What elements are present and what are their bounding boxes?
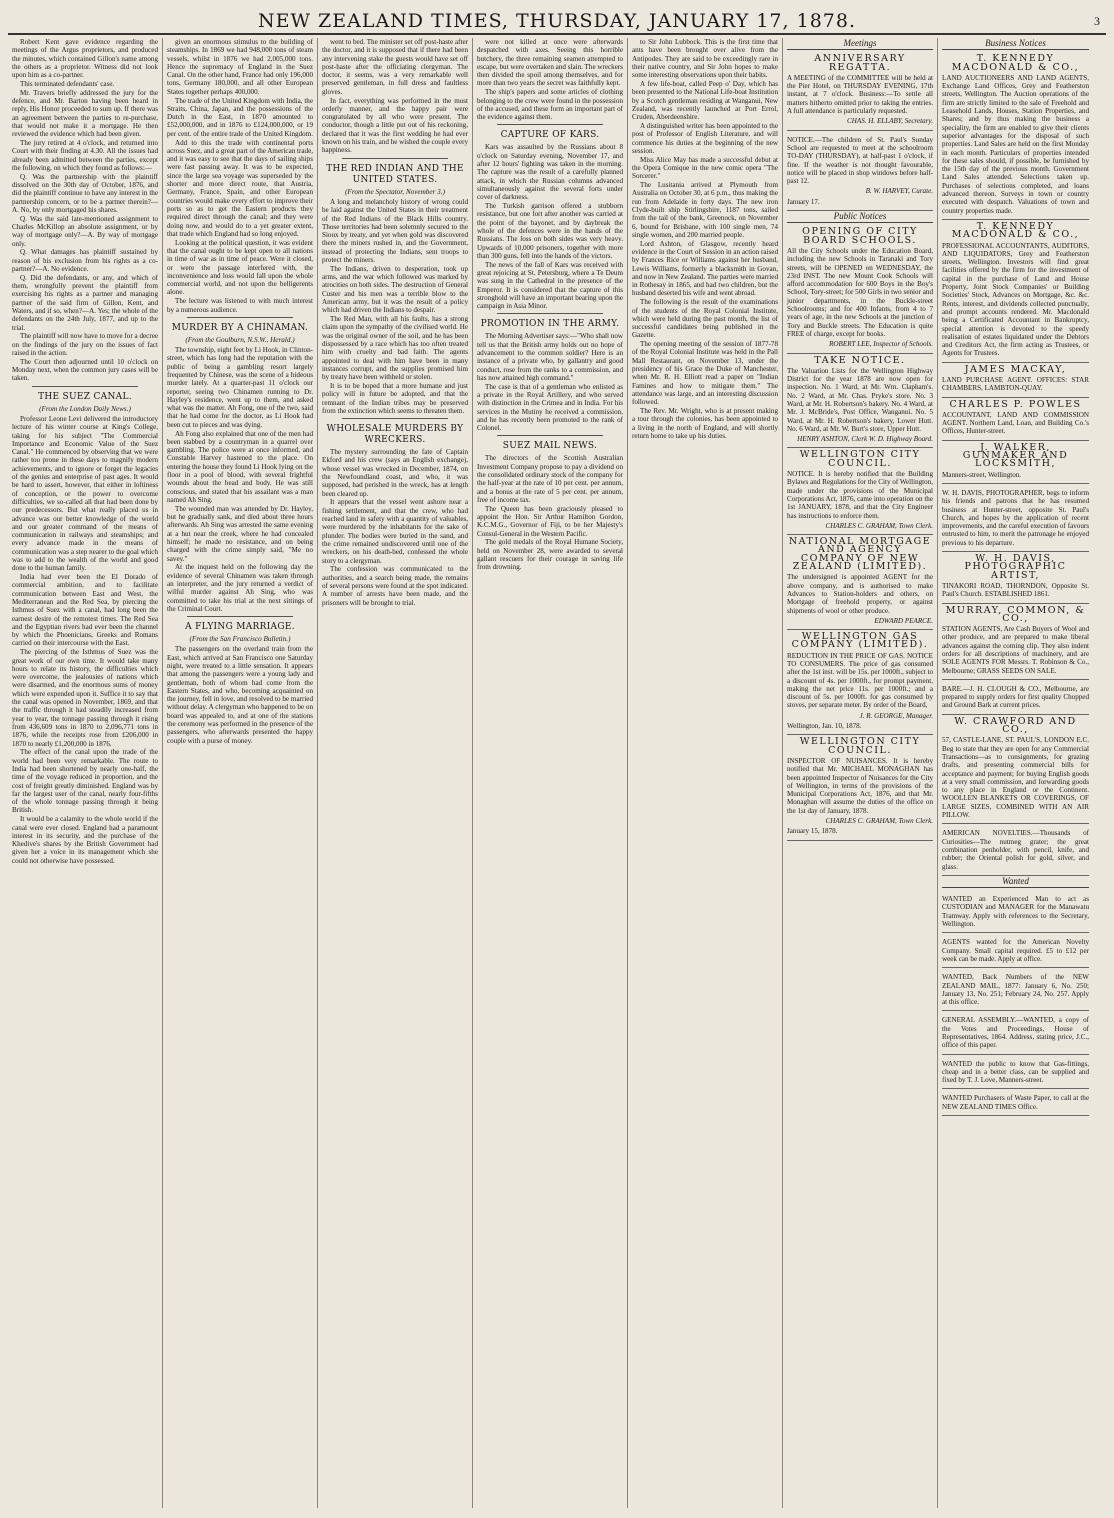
advert-heading: OPENING OF CITY BOARD SCHOOLS. [802,226,918,246]
source-line: (From the Spectator, November 3.) [345,187,445,196]
paragraph: Kars was assaulted by the Russians about 8 o'clock on Saturday evening, November 17, and after 12 hours' fighting was taken in the morning. The capture was the result of a carefully planned attack, in which the Russian columns advanced simultaneously against the several forts under cover of darkness. [477,143,623,202]
advert-body: AMERICAN NOVELTIES.—Thousands of Curiosities—The nutmeg grater; the great combination penholder, with pencil, knife, and rubber; the Oriental polish for gold, silver, and glass. [942,829,1089,871]
paragraph: The plaintiff will now have to move for a decree on the findings of the jury on the issues of fact raised in the action. [12,332,158,357]
paragraph: Q. Was the said late-mentioned assignment to Charles McKillop an absolute assignment, or by way of mortgage only?—A. By way of mortgage only. [12,214,158,248]
masthead-rule [8,33,1106,35]
paragraph: The Red Man, with all his faults, has a strong claim upon the sympathy of the civilised world. He was the original owner of the soil, and he has been dispossessed by a race which has too often treated him with cruelty and bad faith. The agents appointed to deal with him have been in many instances corrupt, and the supplies promised him by treaty have been withheld or stolen. [322,315,468,382]
advert-clough-bark [942,680,1089,715]
paragraph: The confession was communicated to the authorities, and a search being made, the remains of several persons were found at the spot indicated. A number of arrests have been made, and the prisoners will be brought to trial. [322,565,468,607]
paragraph: given an enormous stimulus to the building of steamships. In 1869 we had 948,000 tons of steam vessels, whilst in 1876 we had 2,005,000 tons. Hence the supremacy of England in the Suez Canal. On the other hand, France had only 196,000 tons, Germany 180,000, and all other European States together perhaps 400,000. [167,38,313,96]
advert-body: TINAKORI ROAD, THORNDON, Opposite St. Paul's Church. ESTABLISHED 1861. [942,581,1089,599]
section-heading-public-notices: Public Notices [787,211,933,223]
paragraph: Robert Kent gave evidence regarding the meetings of the Argus proprietors, and produced the minutes, which contained Gillon's name among the others as a proprietor. Witness did not look upon him as a co-partner. [12,38,158,80]
source-line: (From the San Francisco Bulletin.) [189,635,291,644]
advert-body: ACCOUNTANT, LAND AND COMMISSION AGENT. Northern Land, Loan, and Building Co.'s Offices, Hunter-street. [942,410,1089,436]
advert-body: PROFESSIONAL ACCOUNTANTS, AUDITORS, AND LIQUIDATORS, Grey and Featherston streets, Wellington. Investors will find great facilities offered by the firm for the investment of capital in the purchase of Land and House Property, Joint Stock Companies' or Building Societies' Stock, Advances on Mortgage, &c. &c. Rents, interest, and dividends collected punctually, and prompt accounts rendered. Mr. Macdonald being a Certificated Accountant in Bankruptcy, special attention is devoted to the speedy realisation of estates liquidated under the Debtors and Creditors Act, the firm acting as Trustees, or Agents for Trustees. [942,241,1089,358]
advert-signature: B. W. HARVEY, Curate. [865,187,933,196]
advert-body: INSPECTOR OF NUISANCES. It is hereby notified that Mr. MICHAEL MONAGHAN has been appointed Inspector of Nuisances for the City of Wellington, in terms of the provisions of the Municipal Corporations Act, 1876, and that Mr. Monaghan will assume the duties of the office on the 1st day of January, 1878. [787,756,933,815]
page-number: 3 [1094,14,1100,28]
advert-date: Wellington, Jan. 10, 1878. [787,722,862,731]
paragraph: The Lusitania arrived at Plymouth from Australia on October 30, at 6 p.m., thus making the run from Adelaide in forty days. The new iron Clyde-built ship Stirlingshire, 1187 tons, sailed from the tail of the bank, Greenock, on November 6, bound for Brisbane, with 100 single men, 74 single women, and 200 married people. [632,181,778,239]
paragraph: The directors of the Scottish Australian Investment Company propose to pay a dividend on the consolidated ordinary stock of the company for the half-year at the rate of 10 per cent. per annum, and a bonus at the rate of 5 per cent. per annum, free of income tax. [477,454,623,504]
advert-signature: EDWARD PEARCE. [874,616,933,625]
advert-body: Manners-street, Wellington. [942,470,1022,479]
advert-body: 57, CASTLE-LANE, ST. PAUL'S, LONDON E.C. Beg to state that they are open for any Commercial Transactions—as to consignments, for grazing drafts, and presenting commercial bills for acceptance and payment; for buying English goods at a very small commission, and forwarding goods to any place in England or the Continent. WOOLLEN BLANKETS OR COVERINGS, OF LARGE SIZES, COMBINED WITH AN AIR PILLOW. [942,736,1089,820]
advert-body: WANTED an Experienced Man to act as CUSTODIAN and MANAGER for the Manawatu Tramway. Apply with references to the Secretary, Wellington. [942,895,1089,929]
paragraph: The Morning Advertiser says:—"Who shall now tell us that the British army holds out no hope of advancement to the common soldier? Here is an instance of a private who, by gallantry and good conduct, rose from the ranks to a commission, and has now attained high command." [477,332,623,382]
advert-heading: T. KENNEDY MACDONALD & CO., [951,220,1080,241]
paragraph: India had ever been the El Dorado of commercial ambition, and to facilitate communication between East and West, the Mediterranean and the Red Sea, by piercing the Isthmus of Suez with a canal, had long been the earnest desire of the remotest times. The Red Sea and the Egyptian rivers had ever been the channel by which the Phoenicians, Greeks and Romans carried on their intercourse with the East. [12,573,158,648]
advert-heading: NATIONAL MORTGAGE AND AGENCY COMPANY OF NEW ZEALAND (LIMITED). [788,536,932,573]
paragraph: The effect of the canal upon the trade of the world had been very remarkable. The route to India had been shortened by nearly one-half, the time of the voyage reduced in proportion, and the cost of freight greatly diminished. England was by far the largest user of the canal, nearly four-fifths of the whole tonnage passing through it being British. [12,748,158,815]
paragraph: The case is that of a gentleman who enlisted as a private in the Royal Artillery, and who served with distinction in the Crimea and in India. For his services in the Mutiny he received a commission, and he has recently been promoted to the rank of Colonel. [477,382,623,433]
paragraph: Mr. Travers briefly addressed the jury for the defence, and Mr. Barton having been heard in reply, His Honor proceeded to sum up. If there was an agreement between the parties to re-purchase, that would not make it a mortgage. He then reviewed the evidence which had been given. [12,88,158,139]
paragraph: The mystery surrounding the fate of Captain Ekford and his crew (says an English exchange), whose vessel was wrecked in December, 1874, on the Newfoundland coast, and who, it was supposed, had perished in the wreck, has at length been cleared up. [322,448,468,498]
advert-date: January 17. [787,197,820,206]
advert-body: The undersigned is appointed AGENT for the above company, and is authorised to make Advances to Station-holders and others, on Mortgage of freehold property, or against shipments of wool or other produce. [787,573,933,615]
column-3 [318,38,473,1508]
headline-suez-mail-news: SUEZ MAIL NEWS. [502,441,598,452]
advert-heading: ANNIVERSARY REGATTA. [814,53,906,73]
paragraph: This terminated defendants' case. [20,79,115,88]
paragraph: Looking at the political question, it was evident that the canal ought to be kept open to all nations in time of war as in time of peace. Were it closed, or were the passage interfered with, the inconvenience and loss would fall upon the whole commercial world, and not upon the belligerents alone. [167,238,313,297]
headline-murder-by-chinaman: MURDER BY A CHINAMAN. [171,322,309,333]
paragraph: Q. What damages has plaintiff sustained by reason of his exclusion from his rights as a co-partner?—A. No evidence. [12,248,158,274]
paragraph: A few life-boat, called Peep o' Day, which has been presented to the National Life-boat Institution by a Scotch gentleman residing at Wanganui, New Zealand, was recently launched at Port Errol, Cruden, Aberdeenshire. [632,79,778,122]
advert-kennedy-macdonald-land [942,52,1089,220]
advert-body: A MEETING of the COMMITTEE will be held at the Pier Hotel, on THURSDAY EVENING, 17th instant, at 7 o'clock. Business:—To settle all matters hitherto omitted prior to taking the entries. A full attendance is particularly requested. [787,73,933,116]
paragraph: It is to be hoped that a more humane and just policy will in future be adopted, and that the remnant of the Indian tribes may be preserved from the extinction which seems to threaten them. [322,381,468,415]
advert-body: NOTICE.—The children of St. Paul's Sunday School are requested to meet at the schoolroom TO-DAY (THURSDAY), at half-past 1 o'clock, if fine. If the weather is not thought favourable, notice will be placed in shop windows before half-past 12. [787,135,933,186]
advert-body: BARE.—J. H. CLOUGH & CO., Melbourne, are prepared to supply orders for first quality Chopped and Ground Bark at current prices. [942,684,1089,710]
advert-signature: HENRY ASHTON, Clerk W. D. Highway Board. [797,435,933,444]
advert-wanted-gas-fittings [942,1055,1089,1090]
advert-wanted-custodian [942,890,1089,933]
paragraph: The Indians, driven to desperation, took up arms, and the war which followed was marked by atrocities on both sides. The destruction of General Custer and his men was a terrible blow to the American army, but it was the result of a policy which had driven the Indians to despair. [322,264,468,315]
paragraph: A long and melancholy history of wrong could be laid against the United States in their treatment of the Red Indians of the Black Hills country. Those territories had been solemnly secured to the Sioux by treaty, and yet when gold was discovered there the miners rushed in, and the Government, instead of protecting the Indians, sent troops to protect the miners. [322,197,468,265]
advert-body: WANTED, Back Numbers of the NEW ZEALAND MAIL, 1877: January 6, No. 250; January 13, No. 251; February 24, No. 257. Apply at this office. [942,973,1089,1007]
advert-heading: W. CRAWFORD AND CO., [954,715,1077,736]
advert-signature: CHARLES C. GRAHAM, Town Clerk. [825,817,933,826]
paragraph: went to bed. The minister set off post-haste after the doctor, and it is supposed that if there had been any intervening stake the guests would have set off post-haste after the officiating clergyman. The doctor, it seems, was a very remarkable well preserved gentleman, in full dress and faultless gloves. [322,38,468,96]
advert-national-mortgage [787,535,933,630]
advert-agents-wanted [942,933,1089,968]
headline-wholesale-murders: WHOLESALE MURDERS BY WRECKERS. [326,424,464,446]
divider [187,616,293,617]
paragraph: The Court then adjourned until 10 o'clock on Monday next, when the common jury cases will be taken. [12,357,158,383]
paragraph: The opening meeting of the session of 1877-78 of the Royal Colonial Institute was held in the Pall Mall Restaurant, on November 13, under the presidency of his Grace the Duke of Manchester, when Mr. R. H. Elliott read a paper on "Indian Famines and how to mitigate them." The attendance was large, and an interesting discussion followed. [632,340,778,407]
paragraph: In fact, everything was performed in the most orderly manner, and the happy pair were congratulated by all who were present. The conductor, though a little put out of his reckoning, declared that it was the first wedding he had ever known on his train, and he wished the couple every happiness. [322,96,468,155]
advert-heading: WELLINGTON GAS COMPANY (LIMITED). [791,631,929,651]
divider [342,418,448,419]
source-line: (From the Goulburn, N.S.W., Herald.) [185,335,295,344]
divider [32,386,138,387]
paragraph: The wounded man was attended by Dr. Hayley, but he gradually sank, and died about three hours afterwards. Ah Sing was arrested the same evening at a hut near the creek, where he had concealed himself; he made no resistance, and on being charged with the crime simply said, "Me no savey." [167,504,313,563]
advert-heading: CHARLES P. POWLES [949,398,1082,410]
paragraph: It would be a calamity to the whole world if the canal were ever closed. England had a paramount interest in its security, and the purchase of the Khedive's shares by the British Government had given her a voice in its management which she could not otherwise have possessed. [12,815,158,865]
paragraph: Ah Fong also explained that one of the men had been stabbed by a countryman in a quarrel over gambling. The police were at once informed, and Constable Harvey hastened to the place. On entering the house they found Li Hook lying on the floor in a pool of blood, with several frightful wounds about the head and body. He was still conscious, and stated that his assailant was a man named Ah Sing. [167,429,313,504]
advert-signature: J. R. GEORGE, Manager. [859,711,933,720]
paragraph: The ship's papers and some articles of clothing belonging to the crew were found in the possession of the accused, and these form an important part of the evidence against them. [477,88,623,122]
advert-davis-artist [942,552,1089,603]
advert-heading: MURRAY, COMMON, & CO., [945,604,1086,624]
advert-heading: J. WALKER, GUNMAKER AND LOCKSMITH, [962,441,1069,470]
advert-signature: CHAS. H. ELLABY, Secretary. [847,117,933,126]
divider [497,313,603,314]
divider [497,435,603,436]
column-6-notices [783,38,938,1508]
column-2 [163,38,318,1508]
advert-heading: TAKE NOTICE. [814,354,906,366]
advert-body: NOTICE. It is hereby notified that the Building Bylaws and Regulations for the City of Wellington, made under the provisions of the Municipal Corporations Act, 1876, came into operation on the 1st JANUARY, 1878, and that the City Engineer has instructions to enforce them. [787,470,933,520]
paragraph: The lecture was listened to with much interest by a numerous audience. [167,297,313,314]
paragraph: The Rev. Mr. Wright, who is at present making a tour through the colonies, has been appointed to a living in the north of England, and will shortly return home to take up his duties. [632,407,778,440]
paragraph: The jury retired at 4 o'clock, and returned into Court with their finding at 4.30. All the issues had already been admitted between the parties, except the following, on which they found as follows:— [12,139,158,172]
advert-general-assembly [942,1011,1089,1054]
advert-body: LAND AUCTIONEERS AND LAND AGENTS, Exchange Land Offices, Grey and Featherston streets, Wellington. The Auction operations of the firm are strictly limited to the sale of Freehold and Leasehold Lands, Houses, Station Properties, and Shares; and by thus making the business a speciality, the firm are enabled to give their clients superior advantages for the disposal of such properties. Land Sales are held on the first Monday in each month. Particulars of properties intended for these sales should, if possible, be furnished by the 15th day of the previous month. Government Land Sales attended. Selections taken up. Purchases of selections completed, and loans advanced thereon. Surveys in town or country executed with despatch. Valuations of town and country properties made. [942,73,1089,215]
section-heading-business-notices: Business Notices [942,38,1089,50]
paragraph: Add to this the trade with continental ports across Suez, and a great part of the American trade, and it was easy to see that the days of sailing ships were fast passing away. It was to be expected, since the large sea voyage was superseded by the shorter and more direct route, that Austria, Germany, France, Spain, and other European countries would make every effort to improve their ports so as to get the Eastern products they required direct through the canal; and they were doing now, and would do to a yet greater extent, that trade which England had so long enjoyed. [167,138,313,238]
paragraph: Q. Did the defendants, or any, and which of them, wrongfully prevent the plaintiff from exercising his rights as a partner and managing partner of the said firm of Gillon, Kent, and Waters, and if so, when?—A. Yes; the whole of the defendants on the 24th July, 1877, and up to the trial. [12,273,158,332]
advert-body: LAND PURCHASE AGENT. OFFICES: STAR CHAMBERS, LAMBTON-QUAY. [942,375,1089,393]
headline-flying-marriage: A FLYING MARRIAGE. [185,622,295,633]
paragraph: The news of the fall of Kars was received with great rejoicing at St. Petersburg, where a Te Deum was sung in the Cathedral in the presence of the Emperor. It is considered that the capture of this stronghold will have an important bearing upon the campaign in Asia Minor. [477,260,623,311]
paragraph: At the inquest held on the following day the evidence of several Chinamen was taken through an interpreter, and the jury returned a verdict of wilful murder against Ah Sing, who was committed to take his trial at the next sittings of the Criminal Court. [167,563,313,613]
paragraph: The Turkish garrison offered a stubborn resistance, but one fort after another was carried at the point of the bayonet, and by daybreak the whole of the defences were in the hands of the Russians. The loss on both sides was very heavy. Upwards of 10,000 prisoners, together with more than 300 guns, fell into the hands of the victors. [477,202,623,260]
paragraph: The gold medals of the Royal Humane Society, held on November 28, were awarded to several gallant rescuers for their courage in saving life from drowning. [477,538,623,572]
paragraph: The piercing of the Isthmus of Suez was the great work of our own time. It would take many hours to relate its history, the difficulties which were overcome, the jealousies of nations which were disarmed, and the enormous sums of money which were expended upon it. Suffice it to say that the canal was opened in November, 1869, and that the traffic through it had steadily increased from year to year, the tonnage passing through it rising from 436,609 tons in 1870 to 2,096,771 tons in 1876, while the receipts rose from £206,000 in 1870 to nearly £1,200,000 in 1876. [12,648,158,748]
paragraph: A distinguished writer has been appointed to the post of Professor of English Literature, and will commence his duties at the beginning of the new session. [632,121,778,155]
paragraph: The trade of the United Kingdom with India, the Straits, China, Japan, and the possessions of the Dutch in the East, in 1870 amounted to £52,000,000, and in 1876 to £124,000,000, or 19 per cent. of the entire trade of the United Kingdom. [167,96,313,138]
advert-city-council-building [787,448,933,535]
advert-body: AGENTS wanted for the American Novelty Company. Small capital required. £5 to £12 per week can be made. Apply at office. [942,938,1089,963]
divider [497,124,603,125]
source-line: (From the London Daily News.) [39,404,131,413]
advert-wanted-waste-paper [942,1089,1089,1116]
headline-capture-of-kars: CAPTURE OF KARS. [500,130,600,141]
advert-body: All the City Schools under the Education Board, including the new Schools in Taranaki and Tory streets, will be OPENED on WEDNESDAY, the 23rd INST. The new Mount Cook Schools will afford accommodation for 600 Boys in the Boy's School, Tory-street; for 500 Girls in two senior and junior departments, in the Buckle-street Schoolrooms; and for 400 Infants, from 4 to 7 years of age, in the new Schools at the junction of Tory and Buckle streets. The Education is quite FREE of charge, except for books. [787,246,933,338]
advert-body: REDUCTION IN THE PRICE OF GAS. NOTICE TO CONSUMERS. The price of gas consumed after the 1st inst. will be 15s. per 1000ft., subject to a discount of 4s. per 1000ft., for prompt payment, making the net price 11s. per 1000ft.; and a discount of 5s. per 1000ft. for gas consumed by stoves, per separate meter. By order of the Board, [787,651,933,710]
headline-suez-canal: THE SUEZ CANAL. [38,391,132,402]
advert-murray-common [942,604,1089,680]
advert-charles-powles [942,398,1089,441]
advert-take-notice [787,354,933,449]
paragraph: were not killed at once were afterwards despatched with axes. Seeing this horrible butchery, the three remaining seamen attempted to escape, but were overtaken and slain. The wreckers then divided the spoil among themselves, and for more than two years the secret was faithfully kept. [477,38,623,88]
divider [342,158,448,159]
advert-gas-company [787,630,933,735]
column-7-business [938,38,1093,1508]
paragraph: The township, eight feet by Li Hook, in Clinton-street, which has long had the reputation with the public of being a gambling resort largely frequented by Chinese, was the scene of a hideous murder lately. At a quarter-past 11 o'clock our reporter, seeing two Chinamen running to Dr. Hayley's residence, went up to them, and asked what was the matter. Ah Fong, one of the two, said that he had come for the doctor, as Li Hook had been cut to pieces and was dying. [167,346,313,429]
advert-wanted-back-numbers [942,968,1089,1011]
advert-crawford [942,715,1089,825]
paragraph: Professor Leone Levi delivered the introductory lecture of his winter course at King's College, taking for his subject "The Commercial Importance and Economic Value of the Suez Canal." He commenced by observing that we were rather too prone in these days to magnify modern achievements, and to ignore or forget the legacies of the genius and enterprise of past ages. It would be hard to assert, however, that either in loftiness of conception, or the power to overcome difficulties, we so-called all that had been done by our predecessors. But what really placed us in advance was our better knowledge of the world and our greater command of the means of communication in railways and steamships; and every advance made in the means of communication was a step nearer to the goal which was to add to the wealth of the world and good done to the human family. [12,414,158,573]
advert-inspector-of-nuisances [787,735,933,840]
advert-body: WANTED the public to know that Gas-fittings, cheap and in a better class, can be supplied and fixed by T. J. Love, Manners-street. [942,1059,1089,1085]
paragraph: Lord Ashton, of Glasgow, recently heard evidence in the Court of Session in an action raised by Frances Rice or Williams against her husband, Lewis Williams, formerly a blacksmith in Govan, and now in New Zealand. The parties were married in Rothesay in 1865, and had two children, but the husband deserted his wife and went abroad. [632,239,778,298]
column-1 [8,38,163,1508]
paragraph: It appears that the vessel went ashore near a fishing settlement, and that the crew, who had reached land in safety with a quantity of valuables, were murdered by the inhabitants for the sake of plunder. The bodies were buried in the sand, and the crime remained undiscovered until one of the wreckers, on his death-bed, confessed the whole story to a clergyman. [322,498,468,565]
advert-walker-gunmaker [942,441,1089,484]
advert-american-novelties [942,824,1089,875]
masthead [0,0,1114,34]
advert-signature: ROBERT LEE, Inspector of Schools. [829,340,933,349]
paragraph: The following is the result of the examinations of the students of the Royal Colonial Institute, which were held during the past month, the list of successful candidates being published in the Gazette. [632,298,778,340]
advert-heading: WELLINGTON CITY COUNCIL. [799,449,921,469]
headline-promotion-in-army: PROMOTION IN THE ARMY. [480,319,620,330]
paragraph: Q. Was the partnership with the plaintiff dissolved on the 30th day of October, 1876, and did the plaintiff continue to have any interest in the partnership concern, or to be a partner therein?—A. No, by only mortgaged his shares. [12,172,158,214]
newspaper-columns [8,38,1106,1508]
section-heading-meetings: Meetings [787,38,933,50]
advert-body: GENERAL ASSEMBLY.—WANTED, a copy of the Votes and Proceedings, House of Representatives, 1864. Address, stating price, J.C., office of this paper. [942,1016,1089,1050]
column-4 [473,38,628,1508]
advert-james-mackay [942,363,1089,398]
advert-heading: W. H. DAVIS, PHOTOGRAPHIC ARTIST, [964,553,1067,581]
paragraph: to Sir John Lubbock. This is the first time that ants have been brought over alive from the Antipodes. They are said to be exceedingly rare in their native country, and Sir John hopes to make some interesting observations upon their habits. [632,38,778,80]
column-5 [628,38,783,1508]
advert-st-pauls-notice [787,131,933,211]
advert-city-schools [787,225,933,353]
section-heading-wanted: Wanted [942,876,1089,888]
paragraph: The passengers on the overland train from the East, which arrived at San Francisco one Saturday night, were treated to a little sensation. It appears that among the passengers were a young lady and gentleman, both of whom had come from the Eastern States, and who, becoming acquainted on the journey, fell in love, and resolved to be married without delay. A clergyman who happened to be on board was appealed to, and at one of the stations the ceremony was performed in the presence of the passengers, who afterwards presented the happy couple with a purse of money. [167,645,313,745]
advert-regatta [787,52,933,130]
newspaper-title: NEW ZEALAND TIMES, THURSDAY, JANUARY 17, 1878. [257,10,856,32]
paragraph: Miss Alice May has made a successful debut at the Opera Comique in the new comic opera "The Sorcerer." [632,155,778,181]
advert-body: W. H. DAVIS, PHOTOGRAPHER, begs to inform his friends and patrons that he has resumed business at Hunter-street, opposite St. Paul's Church, and hopes by the application of recent improvements, and the careful execution of favours entrusted to him, to merit the patronage he enjoyed previous to his departure. [942,488,1089,547]
headline-red-indian: THE RED INDIAN AND THE UNITED STATES. [326,163,464,185]
advert-body: The Valuation Lists for the Wellington Highway District for the year 1878 are now open for inspection. No. 1 Ward, at Mr. Wm. Clapham's. No. 2 Ward, at Mr. Chas. Pryke's store. No. 3 Ward, at Mr. H. Robertson's bakery. No. 4 Ward, at Mr. J. McBride's, Post Office, Wanganui. No. 5 Ward, at Mr. H. Robertson's bakery, Lower Hutt. No. 6 Ward, at Mr. W. Burt's store, Upper Hutt. [787,366,933,433]
divider [187,317,293,318]
advert-davis-photographer [942,484,1089,552]
advert-heading: T. KENNEDY MACDONALD & CO., [951,53,1080,73]
advert-signature: CHARLES C. GRAHAM, Town Clerk. [825,521,933,530]
advert-kennedy-macdonald-accountants [942,220,1089,363]
advert-heading: JAMES MACKAY, [964,363,1067,375]
advert-body: STATION AGENTS, Are Cash Buyers of Wool and other produce, and are prepared to make liberal advances against the coming clip. They also indent orders for all descriptions of machinery, and are SOLE AGENTS FOR Messrs. T. Robinson & Co., Melbourne; GRASS SEEDS ON SALE. [942,625,1089,675]
advert-heading: WELLINGTON CITY COUNCIL. [799,736,921,756]
advert-date: January 15, 1878. [787,827,838,836]
paragraph: The Queen has been graciously pleased to appoint the Hon. Sir Arthur Hamilton Gordon, K.C.M.G., Governor of Fiji, to be her Majesty's Consul-General in the Western Pacific. [477,504,623,538]
advert-body: WANTED Purchasers of Waste Paper, to call at the NEW ZEALAND TIMES Office. [942,1094,1089,1111]
